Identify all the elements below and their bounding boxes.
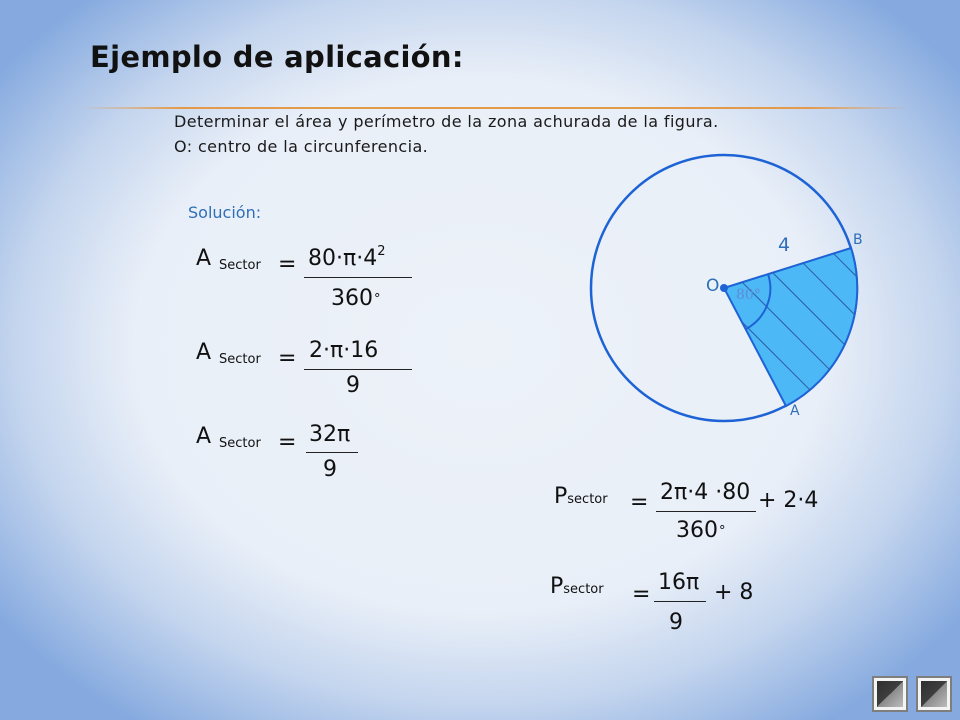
perimeter-symbol-2: Psector (550, 574, 604, 599)
area-symbol-1: A (196, 246, 212, 271)
previous-slide-icon (877, 681, 903, 707)
previous-slide-button[interactable] (872, 676, 908, 712)
radius-label: 4 (778, 234, 791, 256)
next-slide-button[interactable] (916, 676, 952, 712)
area-subscript-2: Sector (219, 352, 261, 367)
center-label: O (706, 276, 720, 296)
area-step1-numerator: $80\cdot\pi\cdot 4^2$ (308, 244, 386, 271)
area-subscript-3: Sector (219, 436, 261, 451)
area-step3-denominator: 9 (323, 457, 337, 482)
perimeter-equals-2: = (632, 582, 651, 607)
solution-label: Solución: (188, 203, 262, 222)
area-equals-2: = (278, 346, 297, 371)
area-step3-numerator: 32π (309, 422, 351, 447)
perimeter-step2-tail: + 8 (714, 580, 754, 605)
perimeter-step1-tail: + 2·4 (758, 488, 819, 513)
angle-label: 80° (736, 287, 761, 303)
perimeter-subscript-2: sector (563, 582, 604, 597)
point-a-label: A (790, 403, 800, 419)
perimeter-equals-1: = (630, 490, 649, 515)
area-symbol-2: A (196, 340, 212, 365)
center-point (720, 284, 728, 292)
perimeter-step2-denominator: 9 (669, 610, 683, 635)
area-step1-denominator: 360° (331, 286, 381, 311)
problem-statement-line-1: Determinar el área y perímetro de la zona achurada de la figura. (174, 112, 719, 131)
perimeter-step1-numerator: 2π·4 ·80 (660, 480, 751, 505)
perimeter-subscript-1: sector (567, 492, 608, 507)
next-slide-icon (921, 681, 947, 707)
area-subscript-1: Sector (219, 258, 261, 273)
degree-mark: ° (374, 292, 381, 307)
area-step1-exponent: 2 (377, 244, 386, 259)
area-equals-3: = (278, 430, 297, 455)
area-step2-denominator: 9 (346, 373, 360, 398)
area-symbol-3: A (196, 424, 212, 449)
shaded-sector (724, 248, 857, 406)
perimeter-symbol-1: Psector (554, 484, 608, 509)
area-equals-1: = (278, 252, 297, 277)
point-b-label: B (853, 232, 863, 248)
perimeter-step2-numerator: 16π (658, 570, 700, 595)
problem-statement-line-2: O: centro de la circunferencia. (174, 137, 429, 156)
perimeter-step1-denominator: 360° (676, 518, 726, 543)
slide-title: Ejemplo de aplicación: (90, 40, 464, 74)
area-step2-numerator: 2·π·16 (309, 338, 379, 363)
